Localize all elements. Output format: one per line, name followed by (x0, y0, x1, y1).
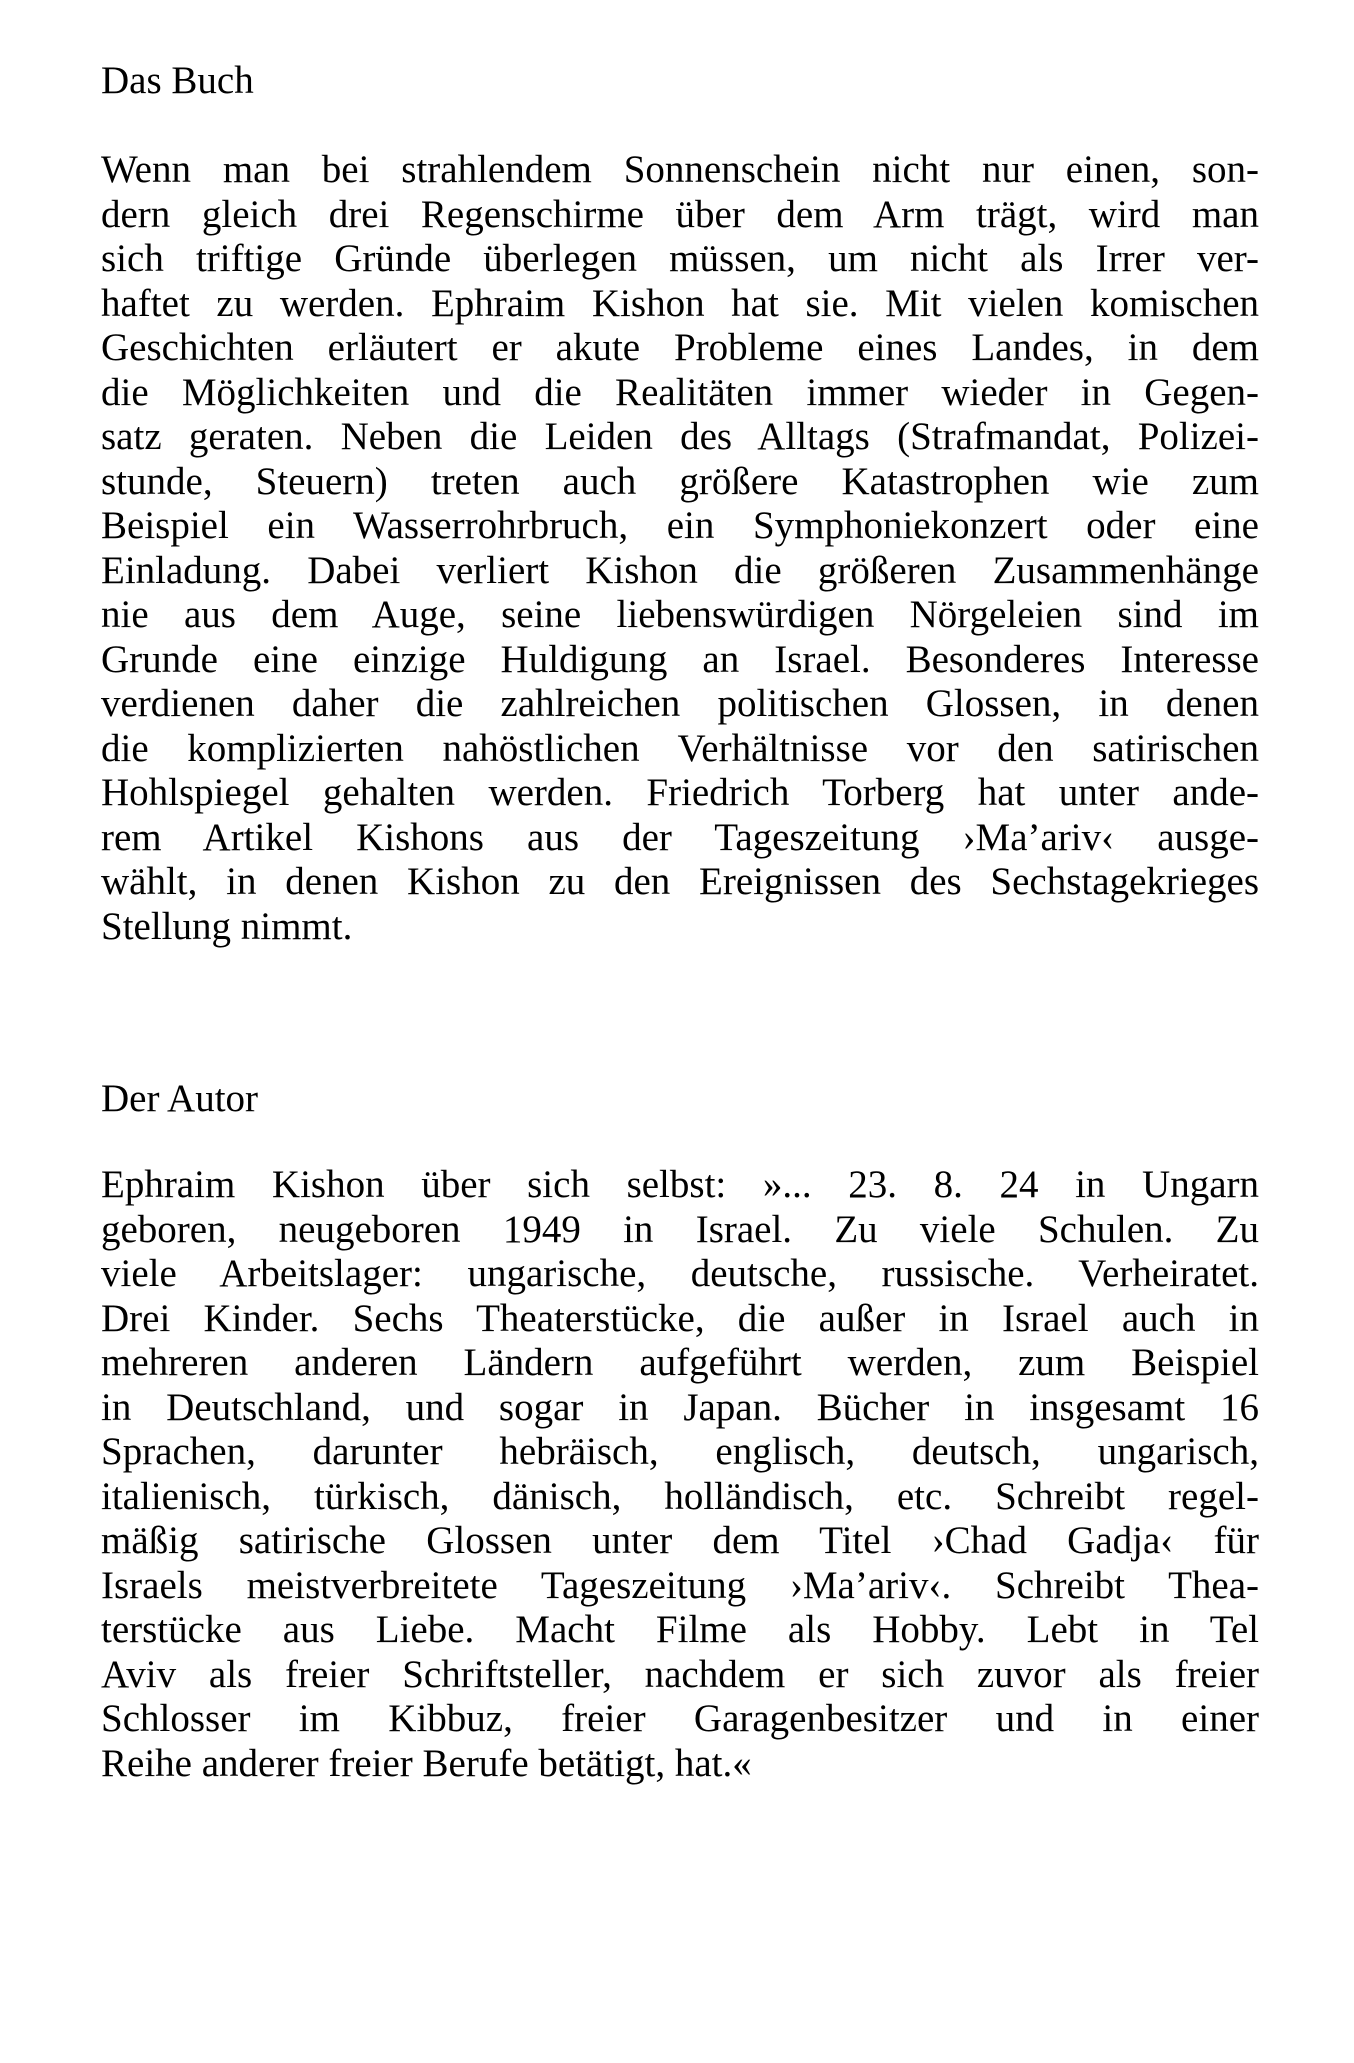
text-line: nie aus dem Auge, seine liebenswürdigen Nörgeleien sind im (101, 593, 1259, 636)
text-line: satz geraten. Neben die Leiden des Alltags (Strafmandat, Polizei- (101, 415, 1259, 458)
text-line: haftet zu werden. Ephraim Kishon hat sie. Mit vielen komischen (101, 281, 1259, 325)
text-line: Beispiel ein Wasserrohrbruch, ein Symphoniekonzert oder eine (101, 504, 1259, 547)
text-line: Reihe anderer freier Berufe betätigt, hat.« (101, 1741, 752, 1785)
text-line: in Deutschland, und sogar in Japan. Bücher in insgesamt 16 (101, 1385, 1259, 1429)
text-line: geboren, neugeboren 1949 in Israel. Zu viele Schulen. Zu (101, 1207, 1259, 1251)
text-line: Grunde eine einzige Huldigung an Israel. Besonderes Interesse (101, 637, 1259, 681)
text-line: verdienen daher die zahlreichen politischen Glossen, in denen (101, 682, 1259, 725)
text-line: sich triftige Gründe überlegen müssen, um nicht als Irrer ver- (101, 237, 1259, 280)
text-line: Schlosser im Kibbuz, freier Garagenbesitzer und in einer (101, 1697, 1259, 1740)
section-body-autor (101, 1163, 1259, 1786)
text-line: Stellung nimmt. (101, 904, 353, 948)
text-line: Drei Kinder. Sechs Theaterstücke, die außer in Israel auch in (101, 1296, 1259, 1340)
text-line: Einladung. Dabei verliert Kishon die größeren Zusammenhänge (101, 548, 1259, 592)
section-heading-autor: Der Autor (101, 1077, 259, 1120)
text-line: stunde, Steuern) treten auch größere Katastrophen wie zum (101, 459, 1259, 503)
section-heading-buch: Das Buch (101, 59, 254, 102)
text-line: rem Artikel Kishons aus der Tageszeitung ›Ma’ariv‹ ausge- (101, 815, 1259, 859)
text-line: viele Arbeitslager: ungarische, deutsche, russische. Verheiratet. (101, 1252, 1259, 1295)
text-line: wählt, in denen Kishon zu den Ereignissen des Sechstagekrieges (101, 860, 1259, 903)
text-line: Ephraim Kishon über sich selbst: »... 23. 8. 24 in Ungarn (101, 1163, 1259, 1206)
text-line: terstücke aus Liebe. Macht Filme als Hobby. Lebt in Tel (101, 1608, 1259, 1651)
text-line: die komplizierten nahöstlichen Verhältnisse vor den satirischen (101, 726, 1259, 770)
text-line: Aviv als freier Schriftsteller, nachdem er sich zuvor als freier (101, 1652, 1259, 1696)
text-line: italienisch, türkisch, dänisch, holländisch, etc. Schreibt regel- (101, 1474, 1259, 1518)
text-line: dern gleich drei Regenschirme über dem Arm trägt, wird man (101, 192, 1259, 236)
text-line: Geschichten erläutert er akute Probleme eines Landes, in dem (101, 326, 1259, 369)
text-line: Wenn man bei strahlendem Sonnenschein nicht nur einen, son- (101, 148, 1259, 191)
text-line: Sprachen, darunter hebräisch, englisch, deutsch, ungarisch, (101, 1430, 1259, 1473)
text-line: mehreren anderen Ländern aufgeführt werden, zum Beispiel (101, 1341, 1259, 1384)
text-line: die Möglichkeiten und die Realitäten immer wieder in Gegen- (101, 370, 1259, 414)
text-line: mäßig satirische Glossen unter dem Titel ›Chad Gadja‹ für (101, 1519, 1259, 1562)
text-line: Hohlspiegel gehalten werden. Friedrich Torberg hat unter ande- (101, 771, 1259, 814)
text-line: Israels meistverbreitete Tageszeitung ›Ma’ariv‹. Schreibt Thea- (101, 1563, 1259, 1607)
section-body-buch (101, 148, 1259, 949)
